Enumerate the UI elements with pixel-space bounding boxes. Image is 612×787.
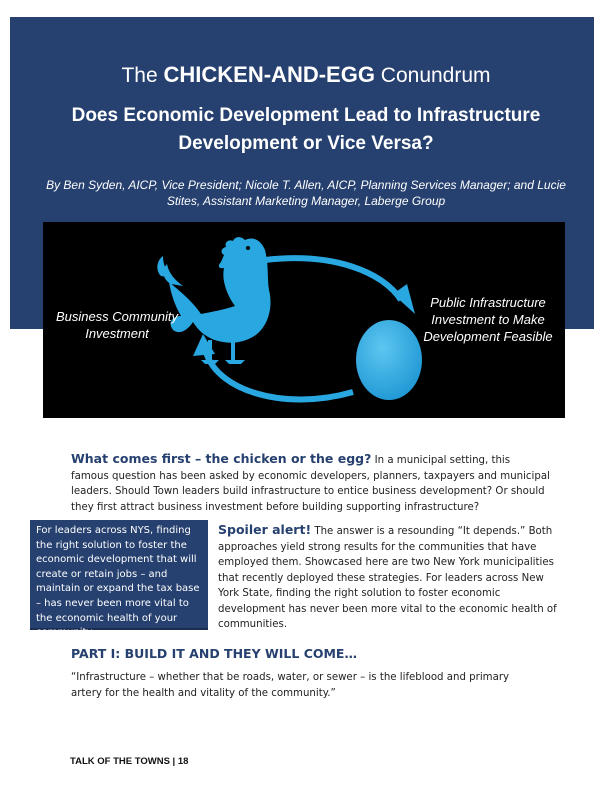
infrastructure-quote: “Infrastructure – whether that be roads, water, or sewer – is the lifeblood and primary artery for the health and vitality of the community.” [71,672,510,699]
egg-icon [356,320,422,400]
intro-paragraph [71,451,551,515]
intro-text: In a municipal setting, this famous question has been asked by economic developers, planners, taxpayers and municipal leaders. Should Town leaders build infrastructure to entice business development? Or should they first attract business investment before building supporting infrastructure? [71,455,550,513]
pull-quote-box [30,520,208,639]
section-heading: PART I: BUILD IT AND THEY WILL COME… [71,646,357,661]
business-investment-label: Business Community Investment [55,309,179,341]
chicken-icon [157,237,270,364]
title-post: Conundrum [380,64,491,87]
article-title [0,62,612,89]
spoiler-lead: Spoiler alert! [218,522,312,537]
spoiler-text: The answer is a resounding “It depends.” Both approaches yield strong results for the communities that have employed them. Showcased here are two New York municipalities that recently deployed these strategies. For leaders across New York State, finding the right solution to foster economic development has never been more vital to the economic health of communities. [218,526,557,630]
article-subtitle: Does Economic Development Lead to Infrastructure Development or Vice Versa? [71,105,541,154]
public-infrastructure-label: Public Infrastructure Investment to Make Development Feasible [423,295,553,344]
pull-quote-text: For leaders across NYS, finding the right solution to foster the economic development that will create or retain jobs – and maintain or expand the tax base – has never been more vital to the economic health of your community. [36,525,200,639]
byline: By Ben Syden, AICP, Vice President; Nicole T. Allen, AICP, Planning Services Manager; and Lucie Stites, Assistant Marketing Manager, Laberge Group [46,178,566,208]
title-pre: The [121,64,158,87]
chicken-egg-graphic [43,222,565,418]
page-footer: TALK OF THE TOWNS | 18 [70,756,189,767]
intro-lead: What comes first – the chicken or the egg? [71,451,372,466]
title-bold: CHICKEN-AND-EGG [163,62,375,87]
spoiler-paragraph [218,522,558,633]
